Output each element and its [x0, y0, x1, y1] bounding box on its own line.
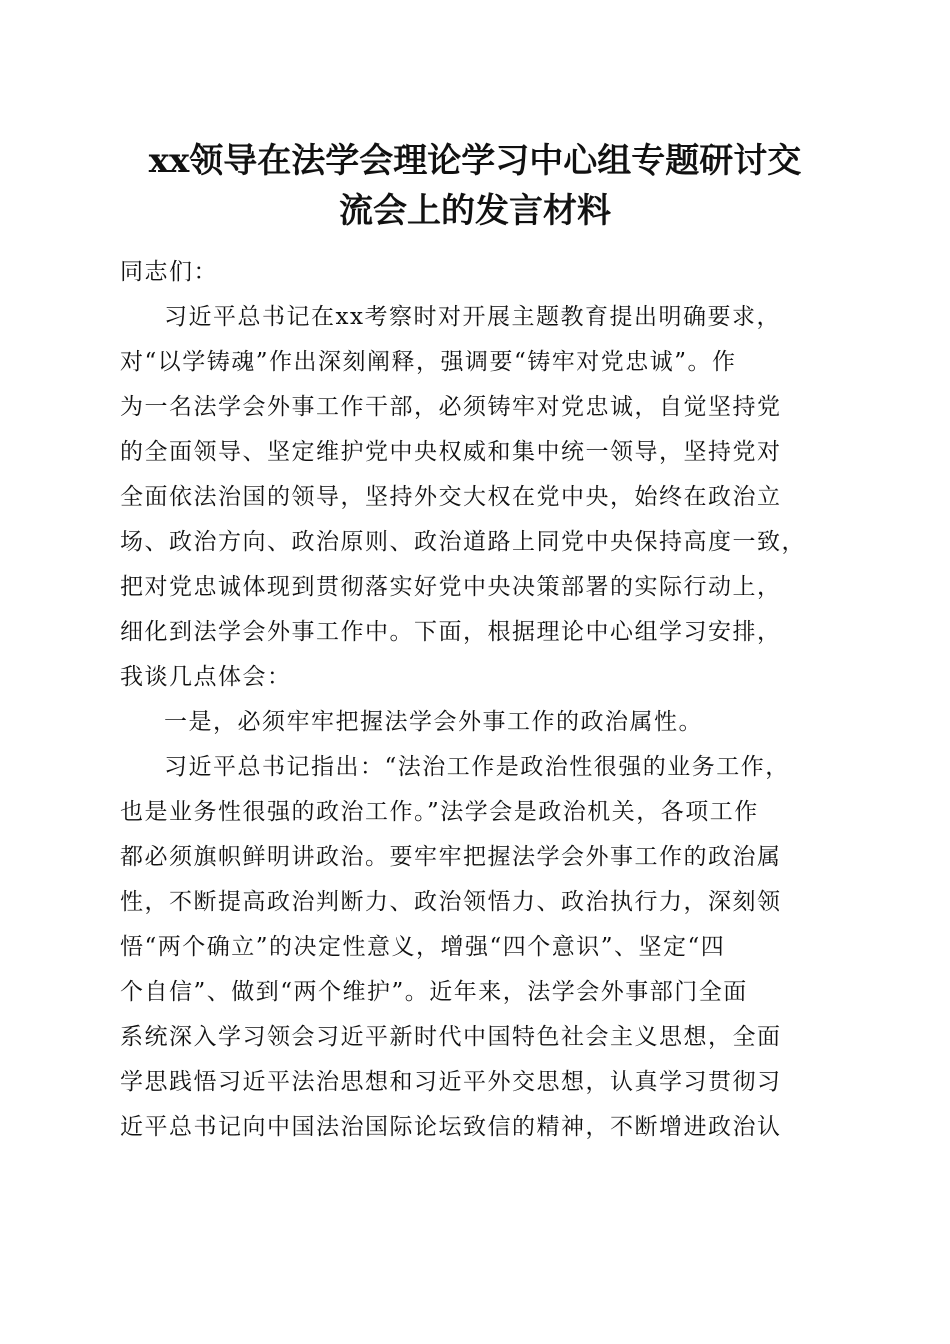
paragraph-line: 把对党忠诚体现到贯彻落实好党中央决策部署的实际行动上， [120, 574, 782, 600]
document-title [100, 136, 850, 236]
title-line-1: xx领导在法学会理论学习中心组专题研讨交 [148, 141, 802, 181]
paragraph-line: 的全面领导、坚定维护党中央权威和集中统一领导，坚持党对 [120, 439, 782, 465]
paragraph-line: 习近平总书记指出：“法治工作是政治性很强的业务工作， [164, 754, 790, 780]
paragraph-line: 学思践悟习近平法治思想和习近平外交思想，认真学习贯彻习 [120, 1069, 782, 1095]
paragraph-line: 个自信”、做到“两个维护”。近年来，法学会外事部门全面 [120, 979, 748, 1005]
paragraph-line: 场、政治方向、政治原则、政治道路上同党中央保持高度一致， [120, 529, 806, 555]
paragraph-line: 细化到法学会外事工作中。下面，根据理论中心组学习安排， [120, 619, 782, 645]
document-body [120, 250, 840, 1150]
paragraph-line: 系统深入学习领会习近平新时代中国特色社会主义思想，全面 [120, 1024, 782, 1050]
paragraph-line: 我谈几点体会： [120, 664, 292, 690]
paragraph-line: 近平总书记向中国法治国际论坛致信的精神，不断增进政治认 [120, 1114, 782, 1140]
paragraph-line: 都必须旗帜鲜明讲政治。要牢牢把握法学会外事工作的政治属 [120, 844, 782, 870]
paragraph-line: 性，不断提高政治判断力、政治领悟力、政治执行力，深刻领 [120, 889, 782, 915]
salutation: 同志们： [120, 259, 218, 285]
paragraph-line: 也是业务性很强的政治工作。”法学会是政治机关，各项工作 [120, 799, 759, 825]
paragraph-line: 悟“两个确立”的决定性意义，增强“四个意识”、坚定“四 [120, 934, 726, 960]
paragraph-line: 全面依法治国的领导，坚持外交大权在党中央，始终在政治立 [120, 484, 782, 510]
paragraph-line: 习近平总书记在xx考察时对开展主题教育提出明确要求， [164, 304, 781, 330]
title-line-2: 流会上的发言材料 [339, 191, 611, 231]
paragraph-line: 对“以学铸魂”作出深刻阐释，强调要“铸牢对党忠诚”。作 [120, 349, 737, 375]
paragraph-line: 为一名法学会外事工作干部，必须铸牢对党忠诚，自觉坚持党 [120, 394, 782, 420]
section-heading: 一是，必须牢牢把握法学会外事工作的政治属性。 [164, 709, 703, 735]
